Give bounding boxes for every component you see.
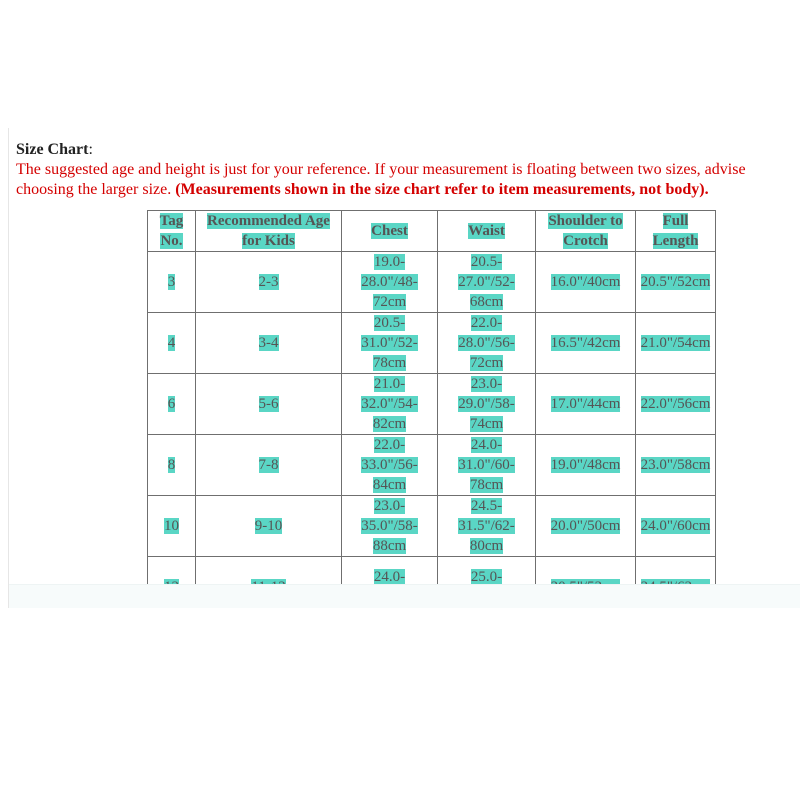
- header-waist: Waist: [438, 211, 536, 252]
- cell-shoulder-to-crotch: 17.0"/44cm: [536, 374, 636, 435]
- cell-recommended-age: 3-4: [196, 313, 342, 374]
- cell-waist: 24.5- 31.5"/62- 80cm: [438, 496, 536, 557]
- cell-recommended-age: 7-8: [196, 435, 342, 496]
- cell-tag-no: 3: [148, 252, 196, 313]
- table-row: [148, 496, 716, 557]
- cell-recommended-age: 9-10: [196, 496, 342, 557]
- cell-waist: 23.0- 29.0"/58- 74cm: [438, 374, 536, 435]
- table-row: [148, 435, 716, 496]
- size-chart-label: Size Chart: [16, 141, 89, 158]
- cell-waist: 22.0- 28.0"/56- 72cm: [438, 313, 536, 374]
- table-header-row: [148, 211, 716, 252]
- cell-chest: 21.0- 32.0"/54- 82cm: [342, 374, 438, 435]
- header-full-length: Full Length: [636, 211, 716, 252]
- table-body: [148, 252, 716, 609]
- size-note-text: The suggested age and height is just for your reference. If your measurement is floating between two sizes, advise choosing the larger size.: [16, 161, 746, 198]
- cell-chest: 20.5- 31.0"/52- 78cm: [342, 313, 438, 374]
- cell-waist: 20.5- 27.0"/52- 68cm: [438, 252, 536, 313]
- header-shoulder-to-crotch: Shoulder to Crotch: [536, 211, 636, 252]
- table-row: [148, 252, 716, 313]
- table-row: [148, 313, 716, 374]
- cell-shoulder-to-crotch: 19.0"/48cm: [536, 435, 636, 496]
- cell-full-length: 21.0"/54cm: [636, 313, 716, 374]
- cell-tag-no: 4: [148, 313, 196, 374]
- cell-waist: 24.0- 31.0"/60- 78cm: [438, 435, 536, 496]
- header-chest: Chest: [342, 211, 438, 252]
- cell-full-length: 23.0"/58cm: [636, 435, 716, 496]
- cell-waist: 25.0-: [438, 557, 536, 609]
- table-row: [148, 374, 716, 435]
- cell-chest: 24.0-: [342, 557, 438, 609]
- cell-shoulder-to-crotch: 20.0"/50cm: [536, 496, 636, 557]
- cell-tag-no: 8: [148, 435, 196, 496]
- cell-chest: 19.0- 28.0"/48- 72cm: [342, 252, 438, 313]
- header-tag-no: Tag No.: [148, 211, 196, 252]
- cell-tag-no: 6: [148, 374, 196, 435]
- size-chart-title: [16, 140, 93, 159]
- cell-shoulder-to-crotch: 16.0"/40cm: [536, 252, 636, 313]
- title-colon: :: [88, 141, 93, 158]
- cell-full-length: 24.0"/60cm: [636, 496, 716, 557]
- cell-full-length: 20.5"/52cm: [636, 252, 716, 313]
- size-note-emphasis: (Measurements shown in the size chart refer to item measurements, not body).: [175, 181, 709, 198]
- bottom-band: [9, 584, 800, 608]
- cell-full-length: 22.0"/56cm: [636, 374, 716, 435]
- cell-chest: 23.0- 35.0"/58- 88cm: [342, 496, 438, 557]
- cell-shoulder-to-crotch: 16.5"/42cm: [536, 313, 636, 374]
- header-recommended-age: Recommended Age for Kids: [196, 211, 342, 252]
- clipped-text-line: [9, 128, 609, 134]
- size-note: [16, 160, 796, 200]
- cell-tag-no: 10: [148, 496, 196, 557]
- size-chart-panel: [8, 128, 800, 608]
- cell-chest: 22.0- 33.0"/56- 84cm: [342, 435, 438, 496]
- cell-recommended-age: 5-6: [196, 374, 342, 435]
- size-table: [147, 210, 716, 608]
- cell-recommended-age: 2-3: [196, 252, 342, 313]
